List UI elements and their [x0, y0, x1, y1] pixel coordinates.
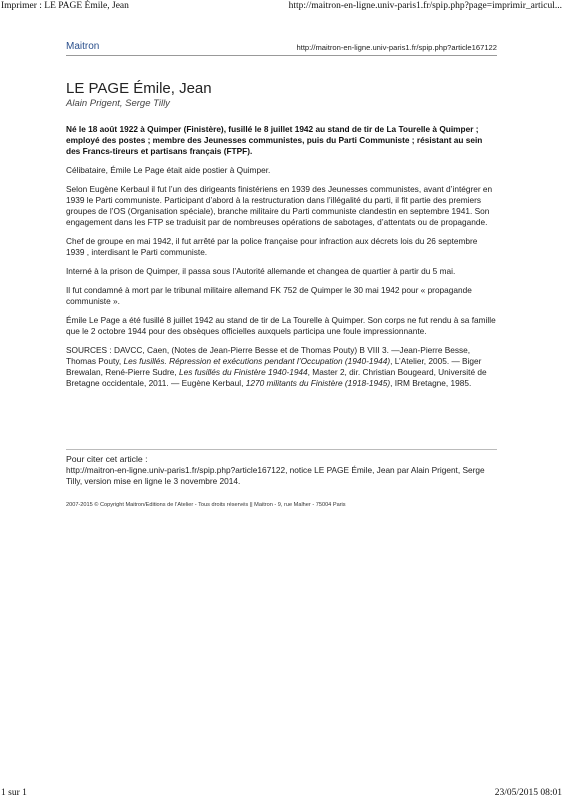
article-content — [66, 79, 497, 397]
site-name-link[interactable]: Maitron — [66, 41, 100, 52]
sources-text: , L’Atelier, 2005. — Biger Brewalan, René-Pierre Sudre, — [66, 356, 482, 377]
article-paragraph: Émile Le Page a été fusillé 8 juillet 1942 au stand de tir de La Tourelle à Quimper. Son corps ne fut rendu à sa famille que le 2 octobre 1944 pour des obsèques officielles auxquels participa une foule impressionnante. — [66, 315, 496, 336]
print-header — [0, 0, 564, 14]
copyright-notice: 2007-2015 © Copyright Maitron/Editions de l’Atelier - Tous droits réservés || Maitron - 9, rue Malher - 75004 Paris — [66, 502, 346, 508]
sources-book-title: Les fusillés. Répression et exécutions pendant l’Occupation (1940-1944) — [123, 356, 391, 366]
citation-text: http://maitron-en-ligne.univ-paris1.fr/spip.php?article167122, notice LE PAGE Émile, Jean par Alain Prigent, Serge Tilly, version mise en ligne le 3 novembre 2014. — [66, 465, 485, 486]
article-sources — [66, 345, 497, 389]
site-header — [66, 41, 497, 56]
citation-block — [66, 449, 497, 487]
sources-text: , IRM Bretagne, 1985. — [390, 378, 472, 388]
article-paragraph: Selon Eugène Kerbaul il fut l’un des dirigeants finistériens en 1939 des Jeunesses communistes, avant d’intégrer en 1939 le Parti communiste. Participant d’abord à la restructuration dans l’illégalité du parti, il fit partie des premiers groupes de l’OS (Organisation spéciale), branche militaire du Parti communiste clandestin en septembre 1941. Son engagement dans les FTP se traduisit par de nombreuses opérations de sabotages, d’attentats ou de propagande. — [66, 184, 493, 227]
article-lead: Né le 18 août 1922 à Quimper (Finistère), fusillé le 8 juillet 1942 au stand de tir de La Tourelle à Quimper ; employé des postes ; membre des Jeunesses communistes, puis du Parti Communiste ; résistant au sein des Francs-tireurs et partisans français (FTPF). — [66, 124, 483, 156]
print-timestamp: 23/05/2015 08:01 — [494, 788, 562, 798]
site-article-url[interactable]: http://maitron-en-ligne.univ-paris1.fr/spip.php?article167122 — [296, 43, 497, 52]
sources-book-title: Les fusillés du Finistère 1940-1944 — [178, 367, 308, 377]
article-authors: Alain Prigent, Serge Tilly — [66, 98, 170, 109]
sources-text: , Master 2, dir. Christian Bougeard, Université de Bretagne occidentale, 2011. — Eugène Kerbaul, — [66, 367, 487, 388]
article-paragraph: Chef de groupe en mai 1942, il fut arrêté par la police française pour infraction aux décrets lois du 26 septembre 1939 , interdisant le Parti communiste. — [66, 236, 478, 257]
article-title: LE PAGE Émile, Jean — [66, 80, 212, 97]
print-page-url: http://maitron-en-ligne.univ-paris1.fr/spip.php?page=imprimir_articul... — [288, 1, 562, 11]
sources-text: SOURCES : DAVCC, Caen, (Notes de Jean-Pierre Besse et de Thomas Pouty) B VIII 3. —Jean-Pierre Besse, Thomas Pouty, — [66, 345, 471, 366]
citation-title: Pour citer cet article : — [66, 454, 148, 464]
print-page-title: Imprimer : LE PAGE Émile, Jean — [1, 1, 129, 11]
article-paragraph: Interné à la prison de Quimper, il passa sous l’Autorité allemande et changea de quartier à partir du 5 mai. — [66, 266, 456, 276]
sources-book-title: 1270 militants du Finistère (1918-1945) — [245, 378, 391, 388]
article-paragraph: Célibataire, Émile Le Page était aide postier à Quimper. — [66, 165, 271, 175]
print-footer — [0, 788, 564, 800]
page-count: 1 sur 1 — [1, 788, 27, 798]
article-paragraph: Il fut condamné à mort par le tribunal militaire allemand FK 752 de Quimper le 30 mai 1942 pour « propagande communiste ». — [66, 285, 472, 306]
